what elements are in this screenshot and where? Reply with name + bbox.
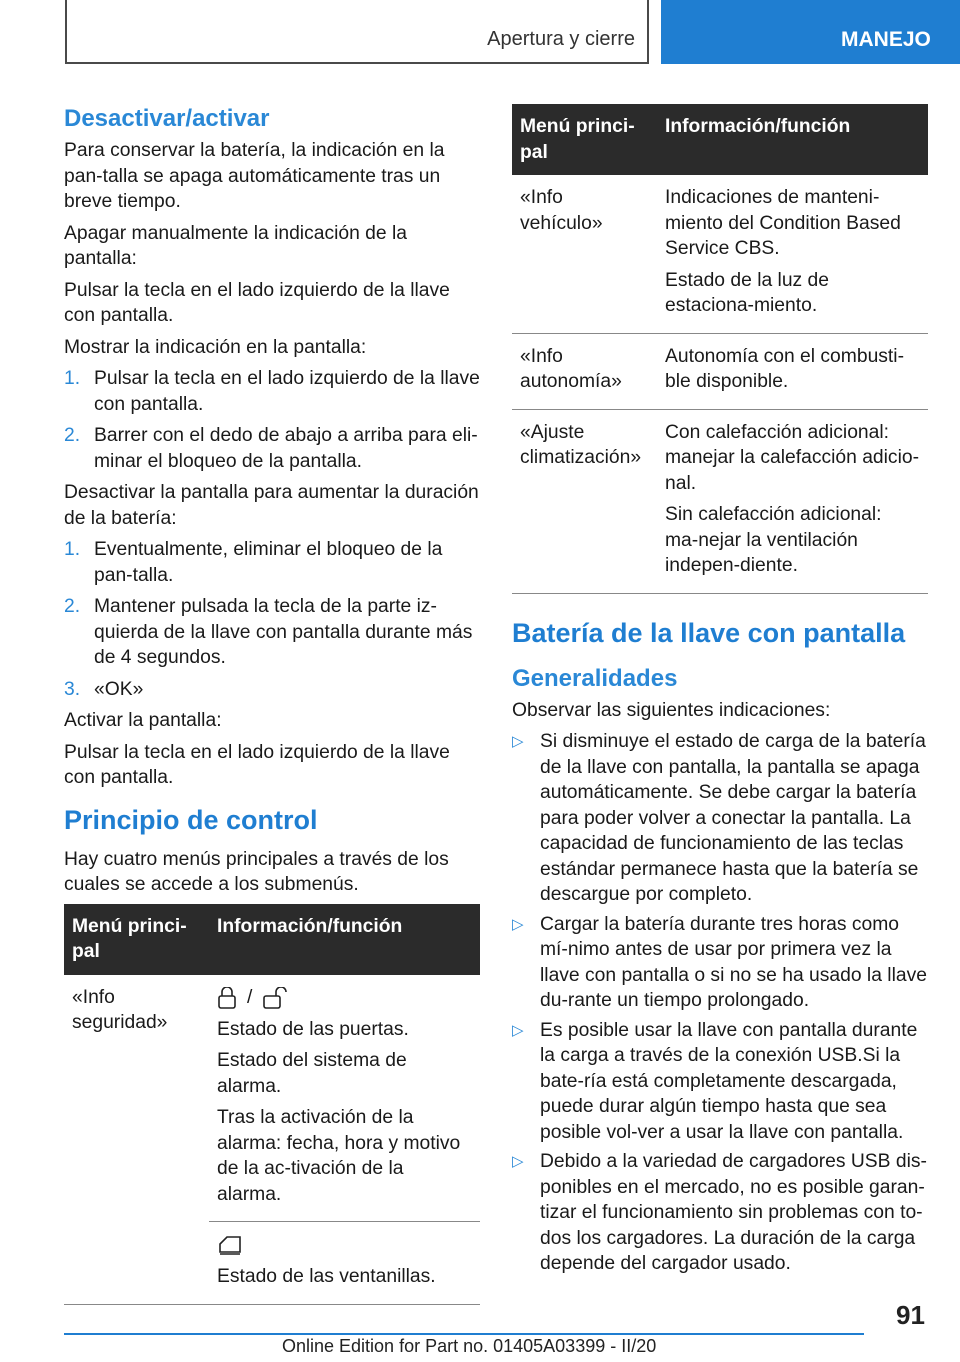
info-cell <box>209 975 480 1222</box>
door-closed-icon <box>217 987 237 1009</box>
menu-cell: «Info vehículo» <box>512 175 657 333</box>
table-header-row <box>64 904 480 975</box>
column-header-info: Información/función <box>209 904 480 975</box>
window-icon <box>217 1234 243 1256</box>
info-line: Sin calefacción adicional: ma-nejar la ventilación indepen-diente. <box>665 504 882 576</box>
paragraph: Desactivar la pantalla para aumentar la duración de la batería: <box>64 482 479 529</box>
paragraph: Hay cuatro menús principales a través de los cuales se accede a los submenús. <box>64 848 449 895</box>
bullet-triangle-icon: ▷ <box>512 1153 524 1170</box>
menu-table-left <box>64 904 480 1305</box>
column-header-menu: Menú princi-pal <box>512 104 657 175</box>
heading-control-principle: Principio de control <box>64 804 318 835</box>
table-row <box>512 409 928 593</box>
footer-divider <box>64 1333 864 1335</box>
list-number: 3. <box>64 678 81 700</box>
header-section-box <box>65 0 649 64</box>
list-text: Pulsar la tecla en el lado izquierdo de la llave con pantalla. <box>94 368 480 415</box>
list-item <box>64 594 480 671</box>
bullet-text: Es posible usar la llave con pantalla durante la carga a través de la conexión USB.Si la bate-ría está completamente descargada, puede durar algún tiempo hasta que sea posible vol-ver a usar la llave con pantalla. <box>540 1019 918 1143</box>
numbered-list <box>64 537 480 702</box>
menu-cell: «Info autonomía» <box>512 333 657 409</box>
list-item <box>64 366 480 417</box>
paragraph: Observar las siguientes indicaciones: <box>512 699 831 721</box>
list-text: Eventualmente, eliminar el bloqueo de la pan-talla. <box>94 539 443 586</box>
heading-deactivate: Desactivar/activar <box>64 105 270 132</box>
numbered-list <box>64 366 480 474</box>
heading-key-battery: Batería de la llave con pantalla <box>512 617 906 648</box>
bullet-item <box>512 912 928 1014</box>
paragraph: Mostrar la indicación en la pantalla: <box>64 336 367 358</box>
info-line: Tras la activación de la alarma: fecha, hora y motivo de la ac-tivación de la alarma. <box>217 1107 461 1205</box>
paragraph: Apagar manualmente la indicación de la pantalla: <box>64 222 407 269</box>
info-line: Indicaciones de manteni-miento del Condition Based Service CBS. <box>665 187 901 259</box>
paragraph: Pulsar la tecla en el lado izquierdo de la llave con pantalla. <box>64 741 450 788</box>
icon-row <box>217 1232 472 1258</box>
list-number: 2. <box>64 425 81 446</box>
menu-cell: «Info seguridad» <box>64 975 209 1305</box>
list-item <box>64 423 480 474</box>
bullet-triangle-icon: ▷ <box>512 915 524 933</box>
menu-cell: «Ajuste climatización» <box>512 409 657 593</box>
paragraph: Para conservar la batería, la indicación en la pan-talla se apaga automáticamente tras un breve tiempo. <box>64 140 445 212</box>
info-cell <box>657 333 928 409</box>
paragraph: Activar la pantalla: <box>64 710 222 731</box>
page-number: 91 <box>896 1300 925 1330</box>
header-chapter-tab <box>661 0 960 64</box>
list-text: Barrer con el dedo de abajo a arriba para eli-minar el bloqueo de la pantalla. <box>94 425 478 472</box>
list-item <box>64 677 480 703</box>
info-cell <box>657 409 928 593</box>
bullet-item <box>512 1018 928 1146</box>
info-line: Autonomía con el combusti-ble disponible. <box>665 345 904 392</box>
footer-edition: Online Edition for Part no. 01405A03399 - II/20 <box>282 1336 657 1356</box>
bullet-text: Cargar la batería durante tres horas como mí-nimo antes de usar por primera vez la llave con pantalla o si no se ha usado la llave du-rante un tiempo prolongado. <box>540 913 927 1011</box>
column-header-info: Información/función <box>657 104 928 175</box>
header-chapter-title: MANEJO <box>841 28 931 51</box>
table-row <box>64 975 480 1222</box>
table-row <box>512 333 928 409</box>
bullet-text: Debido a la variedad de cargadores USB dis-ponibles en el mercado, no es posible garan-tizar el funcionamiento sin problemas con to-dos los cargadores. La duración de la carga depende del cargador usado. <box>540 1151 927 1274</box>
list-number: 2. <box>64 596 81 617</box>
bullet-triangle-icon: ▷ <box>512 1021 524 1039</box>
table-row <box>512 175 928 333</box>
list-item <box>64 537 480 588</box>
info-line: Con calefacción adicional: manejar la calefacción adicio-nal. <box>665 421 919 494</box>
table-header-row <box>512 104 928 175</box>
right-column <box>512 104 928 1281</box>
list-text: «OK» <box>94 678 144 700</box>
bullet-item <box>512 729 928 908</box>
info-line: Estado de las ventanillas. <box>217 1266 436 1287</box>
list-number: 1. <box>64 539 81 560</box>
info-line: Estado de las puertas. <box>217 1018 409 1040</box>
bullet-list <box>512 729 928 1277</box>
icon-row <box>217 985 472 1011</box>
door-open-icon <box>262 987 288 1009</box>
bullet-triangle-icon: ▷ <box>512 733 524 750</box>
icon-separator: / <box>247 986 253 1008</box>
header-section-title: Apertura y cierre <box>487 28 635 50</box>
bullet-text: Si disminuye el estado de carga de la batería de la llave con pantalla, la pantalla se apaga automáticamente. Se debe cargar la batería para poder volver a conectar la pantalla. La capacidad de funcionamiento de las teclas estándar permanece hasta que la batería se descargue por completo. <box>540 731 926 905</box>
info-cell <box>657 175 928 333</box>
paragraph: Pulsar la tecla en el lado izquierdo de la llave con pantalla. <box>64 279 450 326</box>
list-text: Mantener pulsada la tecla de la parte iz-quierda de la llave con pantalla durante más de 4 segundos. <box>94 596 473 668</box>
left-column <box>64 104 480 1305</box>
bullet-item <box>512 1149 928 1277</box>
heading-general: Generalidades <box>512 664 678 692</box>
column-header-menu: Menú princi-pal <box>64 904 209 975</box>
info-cell <box>209 1222 480 1305</box>
menu-table-right <box>512 104 928 594</box>
list-number: 1. <box>64 368 81 389</box>
info-line: Estado del sistema de alarma. <box>217 1050 407 1097</box>
info-line: Estado de la luz de estaciona-miento. <box>665 269 830 316</box>
